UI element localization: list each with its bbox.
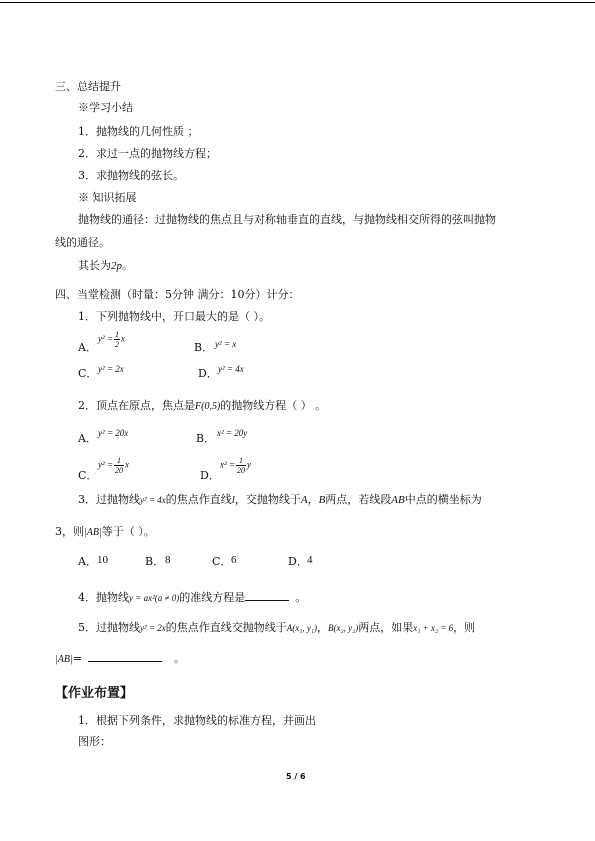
knowledge-extension-heading: ※ 知识拓展 [78,191,137,204]
q4-t2: 的准线方程是 [179,591,246,604]
q3-point-b: B [318,494,326,506]
extension-text-line-2: 线的通径。 [55,236,110,249]
q2-d-numerator: 1 [236,456,246,466]
summary-point-2: 2．求过一点的抛物线方程； [78,147,217,160]
q5-end: 。 [173,652,185,665]
q3-option-a-label: A． [78,555,97,568]
question-4-text [78,590,306,605]
homework-line-2: 图形： [78,735,111,748]
q1-option-b-equation: y² = x [215,339,237,349]
q2-focus: F(0,5) [195,401,221,412]
homework-line-1: 1．根据下列条件，求抛物线的标准方程，并画出 [78,714,316,727]
q1-a-lhs: y² = [98,333,114,344]
summary-point-3: 3．求抛物线的弦长。 [78,169,184,182]
q2-d-lhs: x² = [220,459,236,470]
q3-t5: 两点，若线段 [325,493,392,506]
q3-option-a-value: 10 [97,554,108,566]
q1-a-fraction [114,330,120,349]
q2-text-b: 的抛物线方程（ ） 。 [220,399,327,412]
q1-option-b-label: B． [194,341,214,354]
q3-segment-ab: AB [391,494,405,506]
q1-option-a-label: A． [78,341,97,354]
q1-option-d-label: D． [198,367,218,380]
q3-option-b-value: 8 [165,554,171,566]
q3-option-b-label: B． [145,555,165,568]
q2-option-c-equation [98,456,129,475]
q5-equation: y² = 2x [140,623,166,633]
q2-option-d-equation [220,456,251,475]
question-2-text [78,399,326,414]
q1-a-denominator: 2 [115,340,120,349]
q2-d-denominator: 20 [237,466,246,475]
q3-t2: 的焦点作直线 [165,493,232,506]
q3-t6: 中点的横坐标为 [404,493,482,506]
q3-abs-ab: |AB| [84,527,102,538]
q5-t1: 5．过抛物线 [78,621,140,634]
q5-point-a: A(x₁, y₁) [286,623,318,633]
q3-point-a: A [300,494,308,506]
q3-equation: y² = 4x [140,495,166,505]
summary-point-1: 1．抛物线的几何性质 ； [78,125,199,138]
q2-d-fraction [236,456,246,475]
q3-line2-a: 3，则 [55,525,84,538]
header-rule [0,2,595,3]
q2-c-lhs: y² = [98,459,114,470]
q1-option-d-equation: y² = 4x [218,364,244,374]
q1-option-c-equation: y² = 2x [98,364,124,374]
q2-option-d-label: D． [200,469,220,482]
extension-text-line-1: 抛物线的通径：过抛物线的焦点且与对称轴垂直的直线，与抛物线相交所得的弦叫抛物 [78,213,496,226]
length-prefix: 其长为 [78,259,111,272]
length-value: 2p [111,260,122,272]
q5-comma: ， [317,621,329,634]
q2-c-fraction [114,456,124,475]
q5-t3: 两点，如果 [358,621,414,634]
q3-t1: 3．过抛物线 [78,493,140,506]
page-number: 5 / 6 [286,772,306,781]
q3-t4: ， [307,493,319,506]
q1-a-var: x [121,333,126,344]
q2-option-a-label: A． [78,432,97,445]
q5-abs-ab: |AB| [55,654,73,665]
q2-c-var: x [125,459,130,470]
q5-t4: ，则 [453,621,476,634]
q4-equation: y = ax²(a ≠ 0) [129,593,180,603]
q2-option-a-equation: y² = 20x [98,428,129,438]
q3-t3: ，交抛物线于 [234,493,301,506]
q4-t1: 4．抛物线 [78,591,129,604]
q5-answer-blank[interactable] [88,651,162,662]
q2-option-b-equation: x² = 20y [217,428,248,438]
q2-option-c-label: C． [78,469,98,482]
q1-a-numerator: 1 [115,330,120,339]
latus-rectum-length [78,259,133,273]
q1-option-a-equation [98,330,125,349]
q3-option-c-value: 6 [231,554,237,566]
q2-c-numerator: 1 [114,456,124,466]
q5-t2: 的焦点作直线交抛物线于 [165,621,287,634]
q3-option-d-value: 4 [307,554,313,566]
q3-line-l: l [231,494,235,506]
question-3-line-2 [55,525,155,540]
question-5-line-1 [78,621,475,635]
length-suffix: 。 [122,259,133,272]
study-note-heading: ※学习小结 [78,101,133,114]
q5-condition: x₁ + x₂ = 6 [413,623,454,633]
q2-text-a: 2．顶点在原点，焦点是 [78,399,195,412]
question-3-line-1 [78,493,482,507]
question-5-line-2 [55,651,185,667]
q2-c-denominator: 20 [115,466,124,475]
q3-option-c-label: C． [212,555,232,568]
q4-t3: 。 [295,591,307,604]
q3-option-d-label: D． [288,555,308,568]
q5-equals: = [72,652,82,665]
q2-option-b-label: B． [196,432,216,445]
question-1-text: 1．下列抛物线中，开口最大的是（ ）。 [78,310,270,323]
q4-answer-blank[interactable] [245,590,289,601]
section-title-summary: 三、总结提升 [55,80,121,93]
q5-point-b: B(x₂, y₂) [328,623,359,633]
homework-heading: 【作业布置】 [55,686,134,701]
section-title-test: 四、当堂检测（时量：5分钟 满分：10分）计分： [55,288,300,301]
q1-option-c-label: C． [78,367,98,380]
q3-line2-b: 等于（ ）。 [101,525,155,538]
q2-d-var: y [247,459,252,470]
